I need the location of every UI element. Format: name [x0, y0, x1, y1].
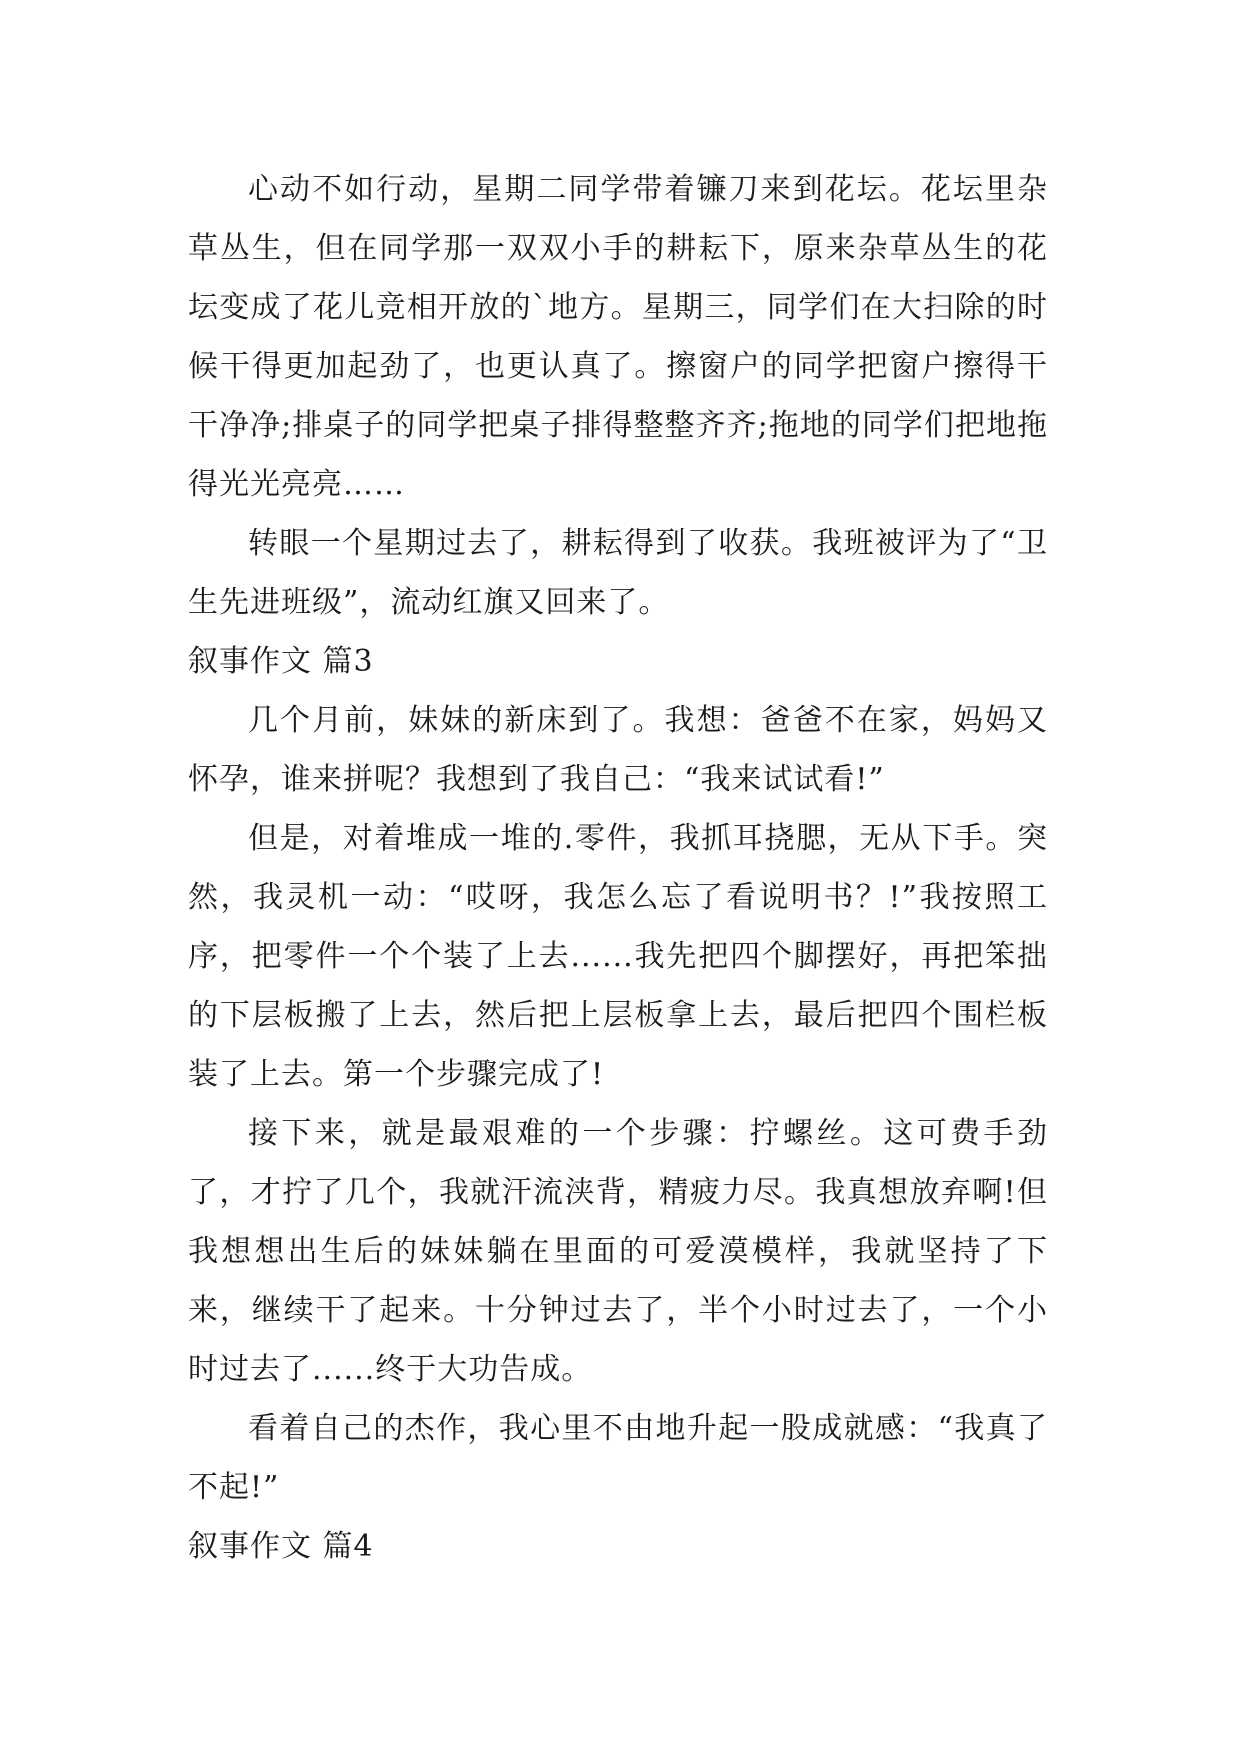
paragraph-flower-bed: 心动不如行动，星期二同学带着镰刀来到花坛。花坛里杂草丛生，但在同学那一双双小手的耕耘下，原来杂草丛生的花坛变成了花儿竞相开放的`地方。星期三，同学们在大扫除的时候干得更加起劲了，也更认真了。擦窗户的同学把窗户擦得干干净净;排桌子的同学把桌子排得整整齐齐;拖地的同学们把地拖得光光亮亮…… — [188, 172, 1048, 502]
paragraph-new-bed: 几个月前，妹妹的新床到了。我想：爸爸不在家，妈妈又怀孕，谁来拼呢？我想到了我自己：“我来试试看!” — [188, 703, 1048, 797]
paragraph-red-flag: 转眼一个星期过去了，耕耘得到了收获。我班被评为了“卫生先进班级”，流动红旗又回来了。 — [188, 526, 1048, 620]
paragraph-screws: 接下来，就是最艰难的一个步骤：拧螺丝。这可费手劲了，才拧了几个，我就汗流浃背，精疲力尽。我真想放弃啊!但我想想出生后的妹妹躺在里面的可爱漠模样，我就坚持了下来，继续干了起来。十分钟过去了，半个小时过去了，一个小时过去了......终于大功告成。 — [188, 1116, 1048, 1387]
paragraph-achievement: 看着自己的杰作，我心里不由地升起一股成就感：“我真了不起!” — [188, 1411, 1048, 1505]
paragraph-assembly: 但是，对着堆成一堆的.零件，我抓耳挠腮，无从下手。突然，我灵机一动：“哎呀，我怎么忘了看说明书？!”我按照工序，把零件一个个装了上去......我先把四个脚摆好，再把笨拙的下层板搬了上去，然后把上层板拿上去，最后把四个围栏板装了上去。第一个步骤完成了! — [188, 821, 1048, 1092]
document-body — [188, 160, 1048, 1576]
section-heading-3: 叙事作文 篇3 — [188, 644, 374, 679]
section-heading-4: 叙事作文 篇4 — [188, 1529, 374, 1564]
